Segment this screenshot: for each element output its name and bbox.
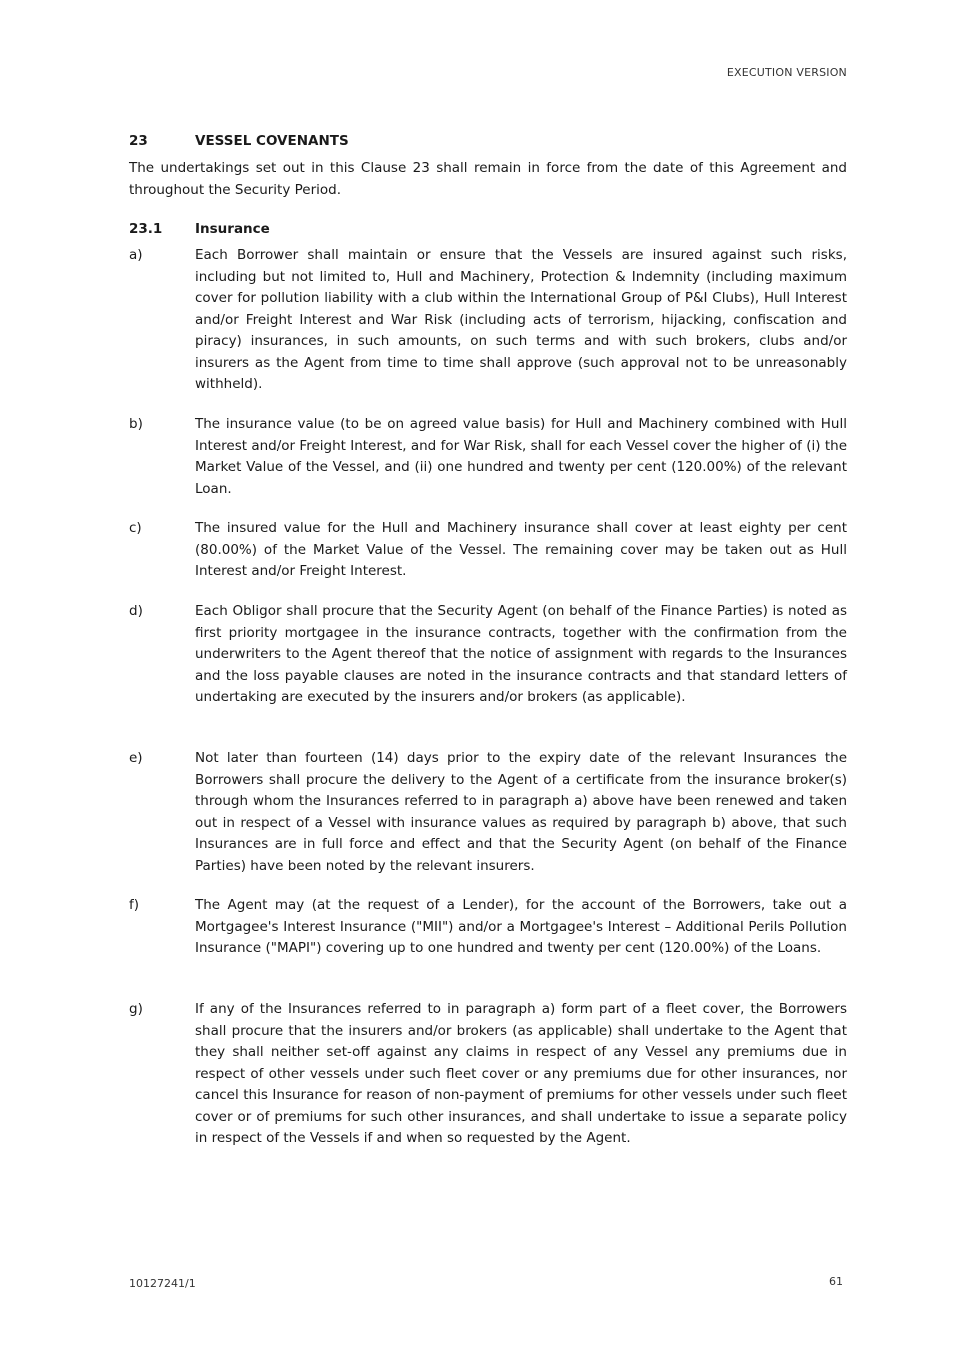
paragraph-text: The Agent may (at the request of a Lender), for the account of the Borrowers, take out a Mortgagee's Interest Insurance ("MII") and/or a Mortgagee's Interest – Additional Perils Pollution Insurance ("MAPI") covering up to one hundred and twenty per cent (120.00%) of the Loans. xyxy=(195,897,847,956)
subclause-title: Insurance xyxy=(195,221,270,237)
subclause-heading xyxy=(129,221,270,237)
paragraph-text: The insurance value (to be on agreed value basis) for Hull and Machinery combined with Hull Interest and/or Freight Interest, and for War Risk, shall for each Vessel cover the higher of (i) the Market Value of the Vessel, and (ii) one hundred and twenty per cent (120.00%) of the relevant Loan. xyxy=(195,416,847,497)
paragraph-a xyxy=(129,245,847,396)
paragraph-text: The insured value for the Hull and Machinery insurance shall cover at least eighty per cent (80.00%) of the Market Value of the Vessel. The remaining cover may be taken out as Hull Interest and/or Freight Interest. xyxy=(195,520,847,579)
paragraph-c xyxy=(129,518,847,583)
paragraph-label: f) xyxy=(129,897,140,913)
clause-title: VESSEL COVENANTS xyxy=(195,133,349,149)
paragraph-label: b) xyxy=(129,416,143,432)
paragraph-label: c) xyxy=(129,520,142,536)
paragraph-label: a) xyxy=(129,247,143,263)
paragraph-d xyxy=(129,601,847,709)
footer-page-number: 61 xyxy=(829,1275,843,1288)
clause-intro: The undertakings set out in this Clause 23 shall remain in force from the date of this Agreement and throughout the Security Period. xyxy=(129,160,847,198)
footer-doc-ref: 10127241/1 xyxy=(129,1277,196,1290)
paragraph-text: Each Obligor shall procure that the Security Agent (on behalf of the Finance Parties) is noted as first priority mortgagee in the insurance contracts, together with the confirmation from the underwriters to the Agent thereof that the notice of assignment with regards to the Insurances and the loss payable clauses are noted in the insurance contracts and that standard letters of undertaking are executed by the insurers and/or brokers (as applicable). xyxy=(195,603,847,705)
subclause-number: 23.1 xyxy=(129,221,163,237)
paragraph-label: e) xyxy=(129,750,143,766)
clause-number: 23 xyxy=(129,133,148,149)
paragraph-g xyxy=(129,999,847,1150)
paragraph-e xyxy=(129,748,847,877)
paragraph-text: Each Borrower shall maintain or ensure that the Vessels are insured against such risks, including but not limited to, Hull and Machinery, Protection & Indemnity (including maximum cover for pollution liability with a club within the International Group of P&I Clubs), Hull Interest and/or Freight Interest and War Risk (including acts of terrorism, hijacking, confiscation and piracy) insurances, in such amounts, on such terms and with such brokers, clubs and/or insurers as the Agent from time to time shall approve (such approval not to be unreasonably withheld). xyxy=(195,247,847,392)
paragraph-label: d) xyxy=(129,603,143,619)
paragraph-b xyxy=(129,414,847,500)
paragraph-text: If any of the Insurances referred to in paragraph a) form part of a fleet cover, the Borrowers shall procure that the insurers and/or brokers (as applicable) shall undertake to the Agent that they shall neither set-off against any claims in respect of any Vessel any premiums due in respect of other vessels under such fleet cover or any premiums due for other insurances, nor cancel this Insurance for reason of non-payment of premiums for other vessels under such fleet cover or of premiums for such other insurances, and shall undertake to issue a separate policy in respect of the Vessels if and when so requested by the Agent. xyxy=(195,1001,847,1146)
paragraph-text: Not later than fourteen (14) days prior to the expiry date of the relevant Insurances the Borrowers shall procure the delivery to the Agent of a certificate from the insurance broker(s) through whom the Insurances referred to in paragraph a) above have been renewed and taken out in respect of a Vessel with insurance values as required by paragraph b) above, that such Insurances are in full force and effect and that the Security Agent (on behalf of the Finance Parties) have been noted by the relevant insurers. xyxy=(195,750,847,874)
header-version: EXECUTION VERSION xyxy=(726,66,847,79)
paragraph-label: g) xyxy=(129,1001,143,1017)
clause-heading xyxy=(129,133,349,149)
paragraph-f xyxy=(129,895,847,960)
